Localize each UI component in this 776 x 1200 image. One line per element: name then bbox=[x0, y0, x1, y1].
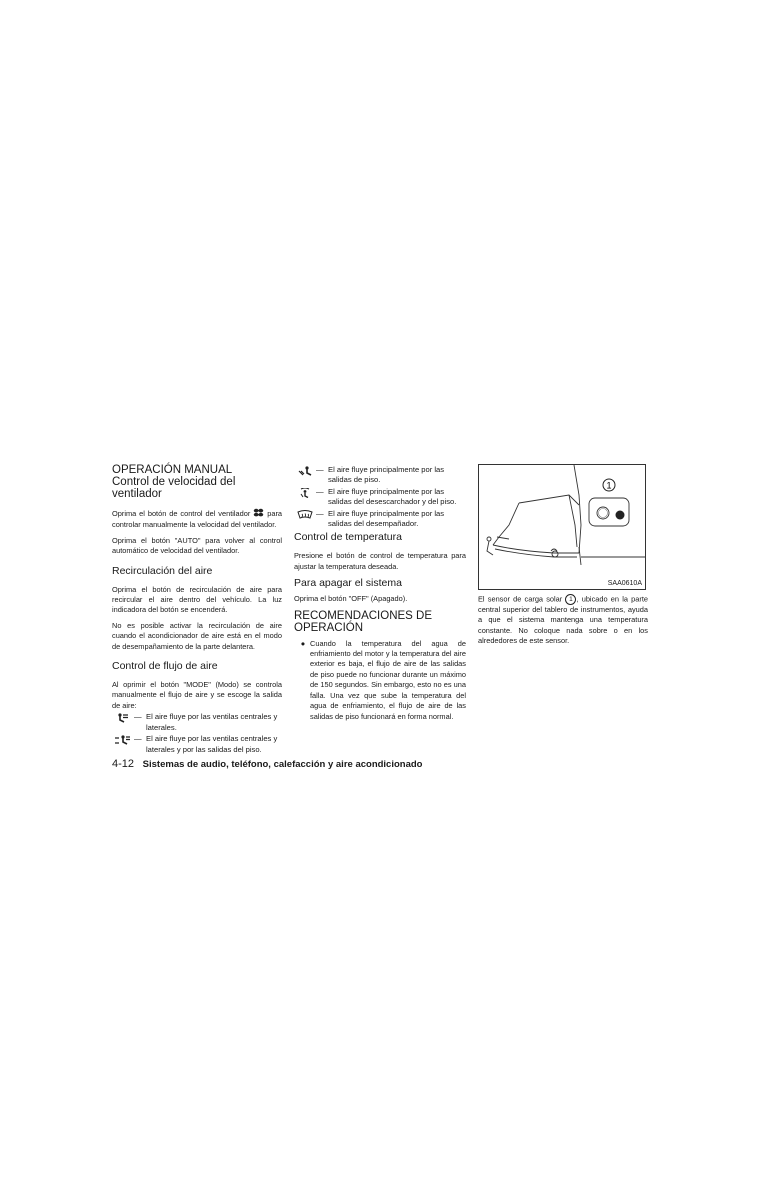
defrost-icon bbox=[294, 509, 316, 530]
fan-icon bbox=[253, 508, 264, 520]
heading-fan-speed: Control de velocidad del ventilador bbox=[112, 476, 236, 500]
column-2 bbox=[294, 464, 466, 722]
paragraph-solar-sensor: El sensor de carga solar 1 , ubicado en la parte central superior del tablero de instrumentos, ayuda a que el sistema mantenga una temperatura constante. No coloque nada sobre o en los alrededores de este sensor. bbox=[478, 594, 648, 646]
dashboard-illustration bbox=[479, 465, 645, 589]
figure-code: SAA0610A bbox=[607, 580, 642, 587]
page-number: 4-12 bbox=[112, 758, 135, 770]
mode-item-bilevel: — El aire fluye por las ventilas centrales y laterales y por las salidas del piso. bbox=[112, 734, 282, 755]
page-footer bbox=[112, 758, 422, 771]
heading-recommendations: RECOMENDACIONES DE OPERACIÓN bbox=[294, 609, 433, 634]
column-1 bbox=[112, 464, 282, 755]
bullet-item: ● Cuando la temperatura del agua de enfriamiento del motor y la temperatura del aire exterior es baja, el flujo de aire de las salidas de piso puede no funcionar durante un máximo de 150 segundos. Sin embargo, esto no es una falla. Una vez que sube la temperatura del agua de enfriamiento, el flujo de aire de las salidas de piso funcionará en forma normal. bbox=[294, 639, 466, 722]
floor-defrost-icon bbox=[294, 487, 316, 508]
heading-temperature: Control de temperatura bbox=[294, 531, 402, 544]
heading-manual-operation: OPERACIÓN MANUAL bbox=[112, 464, 233, 476]
mode-item-vent: — El aire fluye por las ventilas centrales y laterales. bbox=[112, 712, 282, 733]
mode-item-floor: — El aire fluye principalmente por las salidas de piso. bbox=[294, 465, 466, 486]
paragraph-recirc-2: No es posible activar la recirculación de aire cuando el acondicionador de aire está en el modo de desempañamiento de la parte delantera. bbox=[112, 620, 282, 651]
paragraph-fan-1: Oprima el botón de control del ventilador para controlar manualmente la velocidad del ventilador. bbox=[112, 509, 283, 530]
heading-turn-off: Para apagar el sistema bbox=[294, 577, 402, 590]
paragraph-turn-off: Oprima el botón "OFF" (Apagado). bbox=[294, 594, 408, 604]
section-title: Sistemas de audio, teléfono, calefacción y aire acondicionado bbox=[142, 759, 423, 770]
heading-recirculation: Recirculación del aire bbox=[112, 564, 213, 577]
bullet-dot-icon: ● bbox=[300, 638, 306, 648]
paragraph-air-flow: Al oprimir el botón "MODE" (Modo) se controla manualmente el flujo de aire y se escoge la salida de aire: bbox=[112, 680, 282, 710]
bilevel-icon bbox=[112, 734, 134, 755]
solar-sensor-figure bbox=[478, 464, 646, 590]
mode-item-floor-defrost: — El aire fluye principalmente por las salidas del desescarchador y del piso. bbox=[294, 487, 466, 508]
mode-item-defrost: — El aire fluye principalmente por las salidas del desempañador. bbox=[294, 509, 466, 530]
paragraph-recirc-1: Oprima el botón de recirculación de aire para recircular el aire dentro del vehículo. La luz indicadora del botón se encenderá. bbox=[112, 584, 282, 615]
heading-air-flow: Control de flujo de aire bbox=[112, 660, 218, 673]
callout-number: 1 bbox=[606, 480, 612, 491]
floor-icon bbox=[294, 465, 316, 486]
paragraph-temperature: Presione el botón de control de temperatura para ajustar la temperatura deseada. bbox=[294, 551, 466, 571]
column-3 bbox=[478, 464, 648, 647]
vent-face-icon bbox=[112, 712, 134, 733]
paragraph-fan-2: Oprima el botón "AUTO" para volver al control automático de velocidad del ventilador. bbox=[112, 535, 282, 556]
sensor-callout-ref: 1 bbox=[565, 594, 576, 605]
